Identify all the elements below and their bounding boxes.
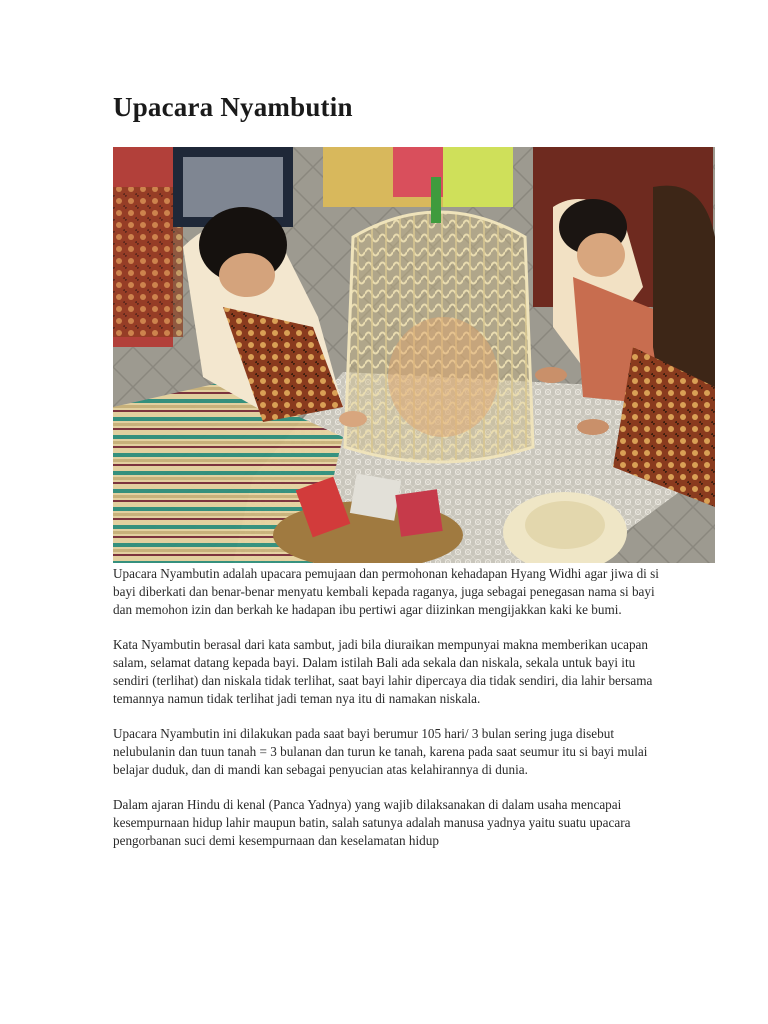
paragraph: Upacara Nyambutin ini dilakukan pada saat bayi berumur 105 hari/ 3 bulan sering juga disebut nelubulanin dan tuun tanah = 3 bulanan dan turun ke tanah, karena pada saat seumur itu si bayi mulai belajar duduk, dan di mandi kan sebagai penyucian atas kelahirannya di dunia.	[113, 726, 648, 777]
paragraph: Dalam ajaran Hindu di kenal (Panca Yadnya) yang wajib dilaksanakan di dalam usaha mencapai kesempurnaan hidup lahir maupun batin, salah satunya adalah manusa yadnya yaitu suatu upacara pengorbanan suci demi kesempurnaan dan keselamatan hidup	[113, 797, 631, 848]
paragraph: Upacara Nyambutin adalah upacara pemujaan dan permohonan kehadapan Hyang Widhi agar jiwa di si bayi diberkati dan benar-benar menyatu kembali kepada raganya, juga sebagai penegasan nama si bayi dan memohon izin dan berkah ke hadapan ibu pertiwi agar diizinkan mengijakkan kaki ke bumi.	[113, 566, 659, 617]
ceremony-photo	[113, 147, 715, 563]
page-title: Upacara Nyambutin	[113, 92, 353, 122]
paragraph: Kata Nyambutin berasal dari kata sambut, jadi bila diuraikan mempunyai makna memberikan ucapan salam, selamat datang kepada bayi. Dalam istilah Bali ada sekala dan niskala, sekala untuk bayi itu sendiri (terlihat) dan niskala tidak terlihat, saat bayi lahir dipercaya dia tidak sendiri, dia lahir bersama temannya namun tidak terlihat jadi teman nya itu di namakan niskala.	[113, 637, 653, 706]
article-body	[113, 565, 673, 868]
